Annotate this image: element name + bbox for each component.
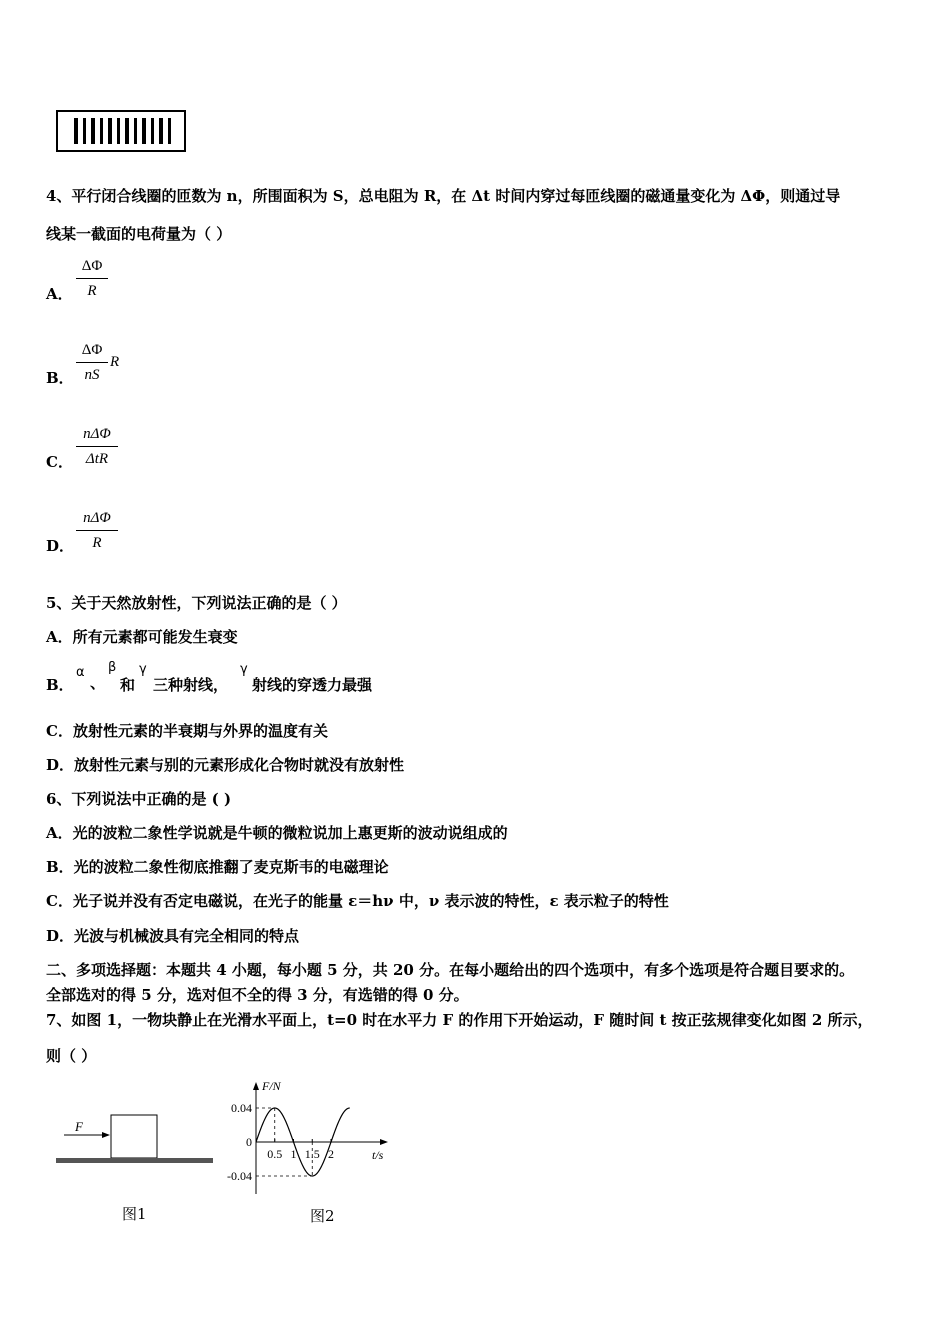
q4-option-a-label[interactable]: A． xyxy=(46,285,73,303)
q4-a-numerator: ΔΦ xyxy=(81,258,103,274)
q5-gamma2: γ xyxy=(240,662,248,677)
figure-2-chart xyxy=(220,1076,395,1196)
q4-option-a-fraction[interactable] xyxy=(76,257,108,300)
figure-1 xyxy=(52,1108,217,1168)
fig1-caption: 图1 xyxy=(122,1205,147,1223)
fig2-y-arrowhead xyxy=(253,1082,259,1090)
fig2-caption: 图2 xyxy=(310,1207,335,1225)
q4-c-denominator: ΔtR xyxy=(85,451,109,467)
fig2-x-tick-label: 0.5 xyxy=(267,1147,283,1161)
q5-separator: 、 xyxy=(90,674,106,692)
q5-option-b-end: 射线的穿透力最强 xyxy=(252,676,373,694)
q6-stem: 6、下列说法中正确的是 ( ) xyxy=(46,790,232,808)
q5-option-b-mid: 三种射线， xyxy=(153,676,229,694)
fig2-y-axis-label: F/N xyxy=(262,1079,281,1093)
q7-stem-line1: 7、如图 1，一物块静止在光滑水平面上，t=0 时在水平力 F 的作用下开始运动，F 随时间 t 按正弦规律变化如图 2 所示， xyxy=(46,1011,873,1029)
q5-and: 和 xyxy=(120,676,136,694)
q4-option-d-fraction[interactable] xyxy=(76,509,118,552)
fig2-x-axis-label: t/s xyxy=(372,1148,384,1162)
q5-option-d[interactable]: D．放射性元素与别的元素形成化合物时就没有放射性 xyxy=(46,756,405,774)
q4-option-d-label[interactable]: D． xyxy=(46,537,75,555)
fig1-arrowhead xyxy=(102,1132,110,1138)
q4-b-numerator: ΔΦ xyxy=(81,342,103,358)
section2-heading-line1: 二、多项选择题：本题共 4 小题，每小题 5 分，共 20 分。在每小题给出的四个选项中，有多个选项是符合题目要求的。 xyxy=(46,961,855,979)
q4-b-denominator: nS xyxy=(84,367,100,383)
fig2-x-tick-label: 1 xyxy=(290,1147,297,1161)
q5-alpha: α xyxy=(76,665,85,680)
fig2-x-tick-label: 1.5 xyxy=(304,1147,320,1161)
q4-option-c-fraction[interactable] xyxy=(76,425,118,468)
q4-d-numerator: nΔΦ xyxy=(83,510,111,526)
barcode xyxy=(56,110,186,152)
q4-option-b-fraction[interactable] xyxy=(76,341,108,384)
section2-heading-line2: 全部选对的得 5 分，选对但不全的得 3 分，有选错的得 0 分。 xyxy=(46,986,469,1004)
q5-option-a[interactable]: A．所有元素都可能发生衰变 xyxy=(46,628,238,646)
q4-c-numerator: nΔΦ xyxy=(83,426,111,442)
fig2-y-tick-label: 0 xyxy=(246,1135,252,1149)
q4-stem-line2: 线某一截面的电荷量为（ ） xyxy=(46,225,232,243)
q4-option-c-label[interactable]: C． xyxy=(46,453,73,471)
fig1-ground xyxy=(56,1158,213,1163)
q4-stem-line1: 4、平行闭合线圈的匝数为 n，所围面积为 S，总电阻为 R，在 Δt 时间内穿过每匝线圈的磁通量变化为 ΔΦ，则通过导 xyxy=(46,187,841,205)
q4-b-suffix: R xyxy=(110,354,120,370)
fig1-force-label: F xyxy=(75,1119,83,1134)
fig2-x-tick-label: 2 xyxy=(328,1147,334,1161)
fig2-x-arrowhead xyxy=(380,1139,388,1145)
q5-option-c[interactable]: C．放射性元素的半衰期与外界的温度有关 xyxy=(46,722,328,740)
q4-d-denominator: R xyxy=(92,535,102,551)
fig1-block xyxy=(111,1115,157,1158)
q6-option-c[interactable]: C．光子说并没有否定电磁说，在光子的能量 ε＝hν 中，ν 表示波的特性，ε 表示粒子的特性 xyxy=(46,892,669,910)
q6-option-a[interactable]: A．光的波粒二象性学说就是牛顿的微粒说加上惠更斯的波动说组成的 xyxy=(46,824,508,842)
q5-beta: β xyxy=(108,660,117,675)
q7-stem-line2: 则（ ） xyxy=(46,1047,97,1065)
q6-option-b[interactable]: B．光的波粒二象性彻底推翻了麦克斯韦的电磁理论 xyxy=(46,858,389,876)
q5-stem: 5、关于天然放射性，下列说法正确的是（ ） xyxy=(46,594,347,612)
q4-a-denominator: R xyxy=(87,283,97,299)
q6-option-d[interactable]: D．光波与机械波具有完全相同的特点 xyxy=(46,927,300,945)
q4-option-b-label[interactable]: B． xyxy=(46,369,74,387)
fig2-y-tick-label: 0.04 xyxy=(231,1101,252,1115)
fig2-y-tick-label: -0.04 xyxy=(227,1169,252,1183)
q5-option-b-label[interactable]: B． xyxy=(46,676,74,694)
q5-gamma: γ xyxy=(139,662,147,677)
